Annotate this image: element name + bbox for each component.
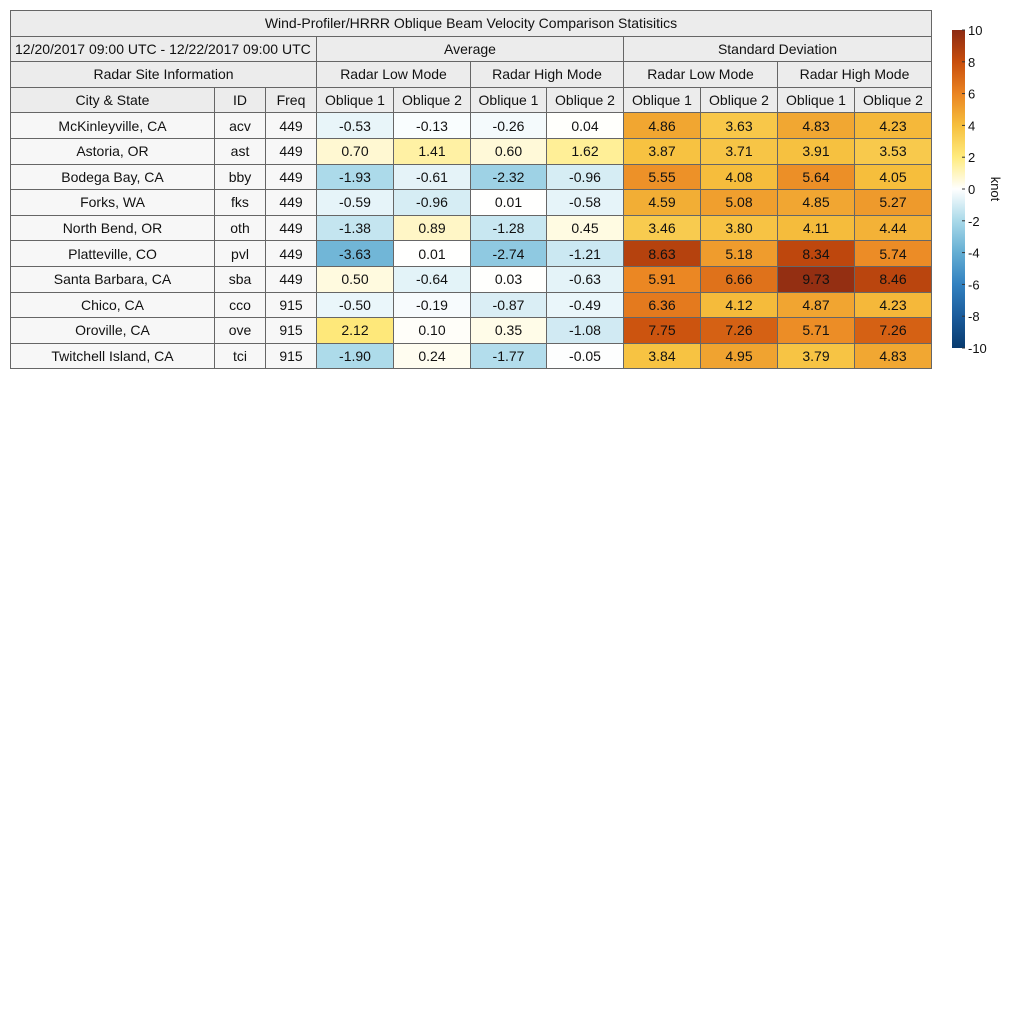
table-row-cco	[11, 292, 932, 318]
value-cell-cco-std-high-oblique-2: 4.23	[855, 292, 932, 318]
table-row-oth	[11, 215, 932, 241]
value-cell-ast-std-low-oblique-1: 3.87	[624, 138, 701, 164]
site-id-ove: ove	[215, 318, 266, 344]
value-cell-fks-avg-high-oblique-1: 0.01	[471, 190, 547, 216]
value-cell-ove-avg-high-oblique-2: -1.08	[547, 318, 624, 344]
value-cell-fks-avg-low-oblique-1: -0.59	[317, 190, 394, 216]
site-freq-cco: 915	[266, 292, 317, 318]
value-cell-sba-avg-low-oblique-1: 0.50	[317, 266, 394, 292]
value-cell-pvl-avg-high-oblique-2: -1.21	[547, 241, 624, 267]
value-cell-sba-std-low-oblique-1: 5.91	[624, 266, 701, 292]
table-row-sba	[11, 266, 932, 292]
column-header-std-high-oblique-1: Oblique 1	[778, 87, 855, 113]
column-header-avg-low-oblique-2: Oblique 2	[394, 87, 471, 113]
std-low-mode-header: Radar Low Mode	[624, 62, 778, 88]
value-cell-fks-avg-high-oblique-2: -0.58	[547, 190, 624, 216]
site-freq-oth: 449	[266, 215, 317, 241]
site-city-oth: North Bend, OR	[11, 215, 215, 241]
value-cell-bby-avg-high-oblique-2: -0.96	[547, 164, 624, 190]
value-cell-pvl-std-high-oblique-1: 8.34	[778, 241, 855, 267]
value-cell-bby-std-low-oblique-2: 4.08	[701, 164, 778, 190]
value-cell-ove-avg-low-oblique-2: 0.10	[394, 318, 471, 344]
site-id-oth: oth	[215, 215, 266, 241]
column-header-avg-high-oblique-2: Oblique 2	[547, 87, 624, 113]
column-header-std-high-oblique-2: Oblique 2	[855, 87, 932, 113]
value-cell-ast-avg-high-oblique-1: 0.60	[471, 138, 547, 164]
column-header-std-low-oblique-1: Oblique 1	[624, 87, 701, 113]
column-header-city: City & State	[11, 87, 215, 113]
value-cell-pvl-std-low-oblique-1: 8.63	[624, 241, 701, 267]
site-city-tci: Twitchell Island, CA	[11, 343, 215, 369]
value-cell-bby-std-low-oblique-1: 5.55	[624, 164, 701, 190]
colorbar	[945, 20, 1023, 360]
site-freq-pvl: 449	[266, 241, 317, 267]
colorbar-tick-label: -4	[968, 245, 980, 261]
value-cell-ast-std-high-oblique-1: 3.91	[778, 138, 855, 164]
site-id-fks: fks	[215, 190, 266, 216]
site-freq-ove: 915	[266, 318, 317, 344]
value-cell-bby-avg-low-oblique-2: -0.61	[394, 164, 471, 190]
value-cell-tci-avg-low-oblique-2: 0.24	[394, 343, 471, 369]
value-cell-sba-avg-high-oblique-2: -0.63	[547, 266, 624, 292]
site-id-acv: acv	[215, 113, 266, 139]
value-cell-oth-avg-high-oblique-1: -1.28	[471, 215, 547, 241]
value-cell-oth-std-high-oblique-1: 4.11	[778, 215, 855, 241]
table-row-bby	[11, 164, 932, 190]
value-cell-fks-std-low-oblique-2: 5.08	[701, 190, 778, 216]
colorbar-tick-label: 10	[968, 23, 983, 38]
value-cell-bby-std-high-oblique-1: 5.64	[778, 164, 855, 190]
value-cell-cco-std-high-oblique-1: 4.87	[778, 292, 855, 318]
site-freq-bby: 449	[266, 164, 317, 190]
table-row-fks	[11, 190, 932, 216]
value-cell-ove-std-high-oblique-2: 7.26	[855, 318, 932, 344]
value-cell-cco-avg-high-oblique-2: -0.49	[547, 292, 624, 318]
colorbar-tick-label: 6	[968, 86, 976, 102]
value-cell-fks-std-low-oblique-1: 4.59	[624, 190, 701, 216]
average-group-header: Average	[317, 36, 624, 62]
table-row-tci	[11, 343, 932, 369]
value-cell-cco-std-low-oblique-2: 4.12	[701, 292, 778, 318]
value-cell-tci-std-high-oblique-1: 3.79	[778, 343, 855, 369]
site-city-cco: Chico, CA	[11, 292, 215, 318]
value-cell-acv-std-low-oblique-2: 3.63	[701, 113, 778, 139]
value-cell-acv-avg-high-oblique-2: 0.04	[547, 113, 624, 139]
site-id-pvl: pvl	[215, 241, 266, 267]
value-cell-bby-avg-high-oblique-1: -2.32	[471, 164, 547, 190]
value-cell-oth-avg-low-oblique-1: -1.38	[317, 215, 394, 241]
site-city-bby: Bodega Bay, CA	[11, 164, 215, 190]
value-cell-cco-std-low-oblique-1: 6.36	[624, 292, 701, 318]
value-cell-sba-std-high-oblique-1: 9.73	[778, 266, 855, 292]
value-cell-sba-avg-high-oblique-1: 0.03	[471, 266, 547, 292]
value-cell-tci-std-low-oblique-2: 4.95	[701, 343, 778, 369]
value-cell-oth-std-low-oblique-2: 3.80	[701, 215, 778, 241]
site-city-sba: Santa Barbara, CA	[11, 266, 215, 292]
site-freq-tci: 915	[266, 343, 317, 369]
value-cell-acv-std-high-oblique-2: 4.23	[855, 113, 932, 139]
colorbar-tick-label: 4	[968, 118, 976, 134]
value-cell-cco-avg-low-oblique-1: -0.50	[317, 292, 394, 318]
colorbar-label: knot	[988, 176, 1003, 202]
value-cell-cco-avg-low-oblique-2: -0.19	[394, 292, 471, 318]
site-id-sba: sba	[215, 266, 266, 292]
value-cell-acv-std-low-oblique-1: 4.86	[624, 113, 701, 139]
colorbar-tick-label: 0	[968, 182, 976, 197]
value-cell-bby-avg-low-oblique-1: -1.93	[317, 164, 394, 190]
value-cell-bby-std-high-oblique-2: 4.05	[855, 164, 932, 190]
site-city-ast: Astoria, OR	[11, 138, 215, 164]
table-row-pvl	[11, 241, 932, 267]
value-cell-pvl-std-low-oblique-2: 5.18	[701, 241, 778, 267]
site-id-tci: tci	[215, 343, 266, 369]
value-cell-fks-avg-low-oblique-2: -0.96	[394, 190, 471, 216]
value-cell-tci-std-low-oblique-1: 3.84	[624, 343, 701, 369]
value-cell-sba-std-low-oblique-2: 6.66	[701, 266, 778, 292]
site-id-bby: bby	[215, 164, 266, 190]
colorbar-tick-label: -2	[968, 213, 980, 229]
value-cell-ast-avg-low-oblique-1: 0.70	[317, 138, 394, 164]
value-cell-tci-avg-high-oblique-2: -0.05	[547, 343, 624, 369]
value-cell-ove-std-low-oblique-1: 7.75	[624, 318, 701, 344]
table-title: Wind-Profiler/HRRR Oblique Beam Velocity Comparison Statisitics	[11, 11, 932, 37]
site-id-ast: ast	[215, 138, 266, 164]
date-range: 12/20/2017 09:00 UTC - 12/22/2017 09:00 UTC	[11, 36, 317, 62]
comparison-table	[10, 10, 932, 369]
value-cell-acv-avg-low-oblique-2: -0.13	[394, 113, 471, 139]
value-cell-sba-avg-low-oblique-2: -0.64	[394, 266, 471, 292]
value-cell-fks-std-high-oblique-1: 4.85	[778, 190, 855, 216]
value-cell-ove-avg-low-oblique-1: 2.12	[317, 318, 394, 344]
std-high-mode-header: Radar High Mode	[778, 62, 932, 88]
value-cell-pvl-avg-low-oblique-1: -3.63	[317, 241, 394, 267]
site-info-header: Radar Site Information	[11, 62, 317, 88]
value-cell-ast-avg-low-oblique-2: 1.41	[394, 138, 471, 164]
site-freq-ast: 449	[266, 138, 317, 164]
value-cell-ast-std-high-oblique-2: 3.53	[855, 138, 932, 164]
value-cell-ove-std-low-oblique-2: 7.26	[701, 318, 778, 344]
site-freq-acv: 449	[266, 113, 317, 139]
value-cell-ast-avg-high-oblique-2: 1.62	[547, 138, 624, 164]
value-cell-acv-std-high-oblique-1: 4.83	[778, 113, 855, 139]
column-header-avg-low-oblique-1: Oblique 1	[317, 87, 394, 113]
value-cell-tci-std-high-oblique-2: 4.83	[855, 343, 932, 369]
avg-low-mode-header: Radar Low Mode	[317, 62, 471, 88]
value-cell-acv-avg-high-oblique-1: -0.26	[471, 113, 547, 139]
value-cell-cco-avg-high-oblique-1: -0.87	[471, 292, 547, 318]
column-header-avg-high-oblique-1: Oblique 1	[471, 87, 547, 113]
value-cell-sba-std-high-oblique-2: 8.46	[855, 266, 932, 292]
colorbar-tick-label: -6	[968, 277, 980, 293]
avg-high-mode-header: Radar High Mode	[471, 62, 624, 88]
site-freq-fks: 449	[266, 190, 317, 216]
site-city-acv: McKinleyville, CA	[11, 113, 215, 139]
table-row-ast	[11, 138, 932, 164]
value-cell-pvl-avg-high-oblique-1: -2.74	[471, 241, 547, 267]
value-cell-ast-std-low-oblique-2: 3.71	[701, 138, 778, 164]
value-cell-oth-std-low-oblique-1: 3.46	[624, 215, 701, 241]
colorbar-tick-label: 8	[968, 54, 976, 70]
value-cell-pvl-std-high-oblique-2: 5.74	[855, 241, 932, 267]
table-row-acv	[11, 113, 932, 139]
std-dev-group-header: Standard Deviation	[624, 36, 932, 62]
value-cell-tci-avg-low-oblique-1: -1.90	[317, 343, 394, 369]
site-id-cco: cco	[215, 292, 266, 318]
value-cell-tci-avg-high-oblique-1: -1.77	[471, 343, 547, 369]
column-header-std-low-oblique-2: Oblique 2	[701, 87, 778, 113]
value-cell-acv-avg-low-oblique-1: -0.53	[317, 113, 394, 139]
site-freq-sba: 449	[266, 266, 317, 292]
value-cell-fks-std-high-oblique-2: 5.27	[855, 190, 932, 216]
value-cell-pvl-avg-low-oblique-2: 0.01	[394, 241, 471, 267]
site-city-ove: Oroville, CA	[11, 318, 215, 344]
table-row-ove	[11, 318, 932, 344]
column-header-freq: Freq	[266, 87, 317, 113]
value-cell-oth-avg-high-oblique-2: 0.45	[547, 215, 624, 241]
colorbar-tick-label: -8	[968, 309, 980, 325]
colorbar-tick-label: -10	[968, 341, 987, 356]
column-header-id: ID	[215, 87, 266, 113]
colorbar-tick-label: 2	[968, 150, 976, 166]
value-cell-oth-avg-low-oblique-2: 0.89	[394, 215, 471, 241]
site-city-fks: Forks, WA	[11, 190, 215, 216]
value-cell-oth-std-high-oblique-2: 4.44	[855, 215, 932, 241]
site-city-pvl: Platteville, CO	[11, 241, 215, 267]
value-cell-ove-avg-high-oblique-1: 0.35	[471, 318, 547, 344]
value-cell-ove-std-high-oblique-1: 5.71	[778, 318, 855, 344]
